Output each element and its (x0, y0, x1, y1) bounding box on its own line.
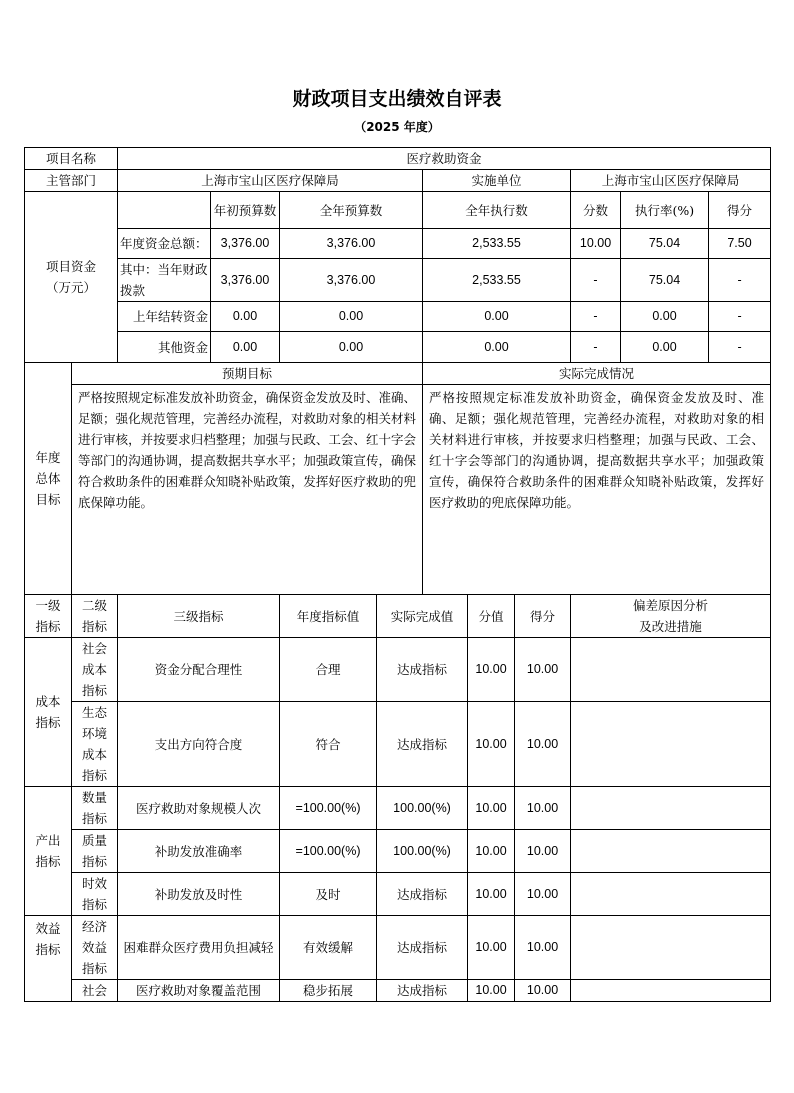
indicator-header-note: 偏差原因分析 及改进措施 (571, 595, 771, 638)
funds-cell: 0.00 (280, 302, 423, 332)
weight-cell: 10.00 (468, 787, 515, 830)
funds-header-1: 年初预算数 (211, 192, 280, 229)
expected-goal-text: 严格按照规定标准发放补助资金，确保资金发放及时、准确、足额；强化规范管理，完善经办流程，对救助对象的相关材料进行审核，并按要求归档整理；加强与民政、工会、红十字会等部门的沟通协调，提高数据共享水平；加强政策宣传，确保符合救助条件的困难群众知晓补贴政策，发挥好医疗救助的兜底保障功能。 (72, 385, 423, 595)
funds-row (25, 259, 771, 302)
indicator-header-level1: 一级 指标 (25, 595, 72, 638)
actual-cell: 达成指标 (377, 702, 468, 787)
funds-cell: 3,376.00 (280, 259, 423, 302)
funds-cell: - (571, 302, 621, 332)
actual-cell: 达成指标 (377, 916, 468, 980)
funds-row (25, 332, 771, 363)
actual-cell: 100.00(%) (377, 787, 468, 830)
funds-cell: 7.50 (709, 229, 771, 259)
evaluation-table (24, 147, 771, 1002)
funds-cell: - (709, 302, 771, 332)
funds-cell: 75.04 (621, 229, 709, 259)
level2-cell: 社会 成本 指标 (72, 638, 118, 702)
indicator-row (25, 702, 771, 787)
note-cell (571, 916, 771, 980)
target-cell: 符合 (280, 702, 377, 787)
target-cell: 及时 (280, 873, 377, 916)
funds-row-name: 其中：当年财政拨款 (118, 259, 211, 302)
funds-cell: 3,376.00 (211, 259, 280, 302)
target-cell: =100.00(%) (280, 787, 377, 830)
note-cell (571, 702, 771, 787)
funds-cell: 0.00 (211, 302, 280, 332)
score-cell: 10.00 (515, 787, 571, 830)
note-cell (571, 873, 771, 916)
funds-cell: - (571, 332, 621, 363)
actual-goal-text: 严格按照规定标准发放补助资金，确保资金发放及时、准确、足额；强化规范管理，完善经办流程，对救助对象的相关材料进行审核，并按要求归档整理；加强与民政、工会、红十字会等部门的沟通协调，提高数据共享水平；加强政策宣传，确保符合救助条件的困难群众知晓补贴政策，发挥好医疗救助的兜底保障功能。 (423, 385, 771, 595)
funds-row-name: 上年结转资金 (118, 302, 211, 332)
actual-cell: 达成指标 (377, 980, 468, 1002)
indicator-row (25, 787, 771, 830)
actual-cell: 达成指标 (377, 873, 468, 916)
indicator-row (25, 873, 771, 916)
level2-cell: 数量 指标 (72, 787, 118, 830)
funds-row (25, 302, 771, 332)
funds-cell: 10.00 (571, 229, 621, 259)
funds-header-5: 执行率(%) (621, 192, 709, 229)
goals-header-row (25, 363, 771, 385)
funds-header-row (25, 192, 771, 229)
weight-cell: 10.00 (468, 980, 515, 1002)
weight-cell: 10.00 (468, 873, 515, 916)
score-cell: 10.00 (515, 638, 571, 702)
level3-cell: 困难群众医疗费用负担减轻 (118, 916, 280, 980)
actual-cell: 达成指标 (377, 638, 468, 702)
score-cell: 10.00 (515, 830, 571, 873)
impl-value: 上海市宝山区医疗保障局 (571, 170, 771, 192)
level2-cell: 时效 指标 (72, 873, 118, 916)
level3-cell: 医疗救助对象覆盖范围 (118, 980, 280, 1002)
score-cell: 10.00 (515, 702, 571, 787)
funds-cell: 0.00 (621, 332, 709, 363)
weight-cell: 10.00 (468, 830, 515, 873)
weight-cell: 10.00 (468, 916, 515, 980)
note-cell (571, 830, 771, 873)
level3-cell: 资金分配合理性 (118, 638, 280, 702)
note-cell (571, 638, 771, 702)
funds-label: 项目资金 （万元） (25, 192, 118, 363)
dept-label: 主管部门 (25, 170, 118, 192)
level3-cell: 医疗救助对象规模人次 (118, 787, 280, 830)
weight-cell: 10.00 (468, 638, 515, 702)
weight-cell: 10.00 (468, 702, 515, 787)
goals-label: 年度 总体 目标 (25, 363, 72, 595)
document-year: （2025 年度） (354, 120, 440, 134)
funds-cell: 2,533.55 (423, 259, 571, 302)
level1-cost: 成本 指标 (25, 638, 72, 787)
indicator-header-weight: 分值 (468, 595, 515, 638)
note-cell (571, 787, 771, 830)
target-cell: 合理 (280, 638, 377, 702)
indicator-header-level2: 二级 指标 (72, 595, 118, 638)
funds-cell: - (709, 259, 771, 302)
level2-cell: 经济 效益 指标 (72, 916, 118, 980)
project-name-value: 医疗救助资金 (118, 148, 771, 170)
score-cell: 10.00 (515, 980, 571, 1002)
funds-header-4: 分数 (571, 192, 621, 229)
funds-cell: 0.00 (621, 302, 709, 332)
funds-row-name: 其他资金 (118, 332, 211, 363)
goals-body-row (25, 385, 771, 595)
level2-cell: 社会 (72, 980, 118, 1002)
indicator-row (25, 638, 771, 702)
funds-header-3: 全年执行数 (423, 192, 571, 229)
funds-cell: 0.00 (211, 332, 280, 363)
indicator-header-actual: 实际完成值 (377, 595, 468, 638)
funds-cell: 75.04 (621, 259, 709, 302)
funds-cell: 0.00 (423, 332, 571, 363)
target-cell: 有效缓解 (280, 916, 377, 980)
level2-cell: 生态 环境 成本 指标 (72, 702, 118, 787)
indicator-header-row (25, 595, 771, 638)
funds-cell: 0.00 (280, 332, 423, 363)
level1-output: 产出 指标 (25, 787, 72, 916)
indicator-header-level3: 三级指标 (118, 595, 280, 638)
level3-cell: 支出方向符合度 (118, 702, 280, 787)
indicator-header-target: 年度指标值 (280, 595, 377, 638)
funds-header-2: 全年预算数 (280, 192, 423, 229)
funds-cell: 0.00 (423, 302, 571, 332)
funds-row (25, 229, 771, 259)
expected-header: 预期目标 (72, 363, 423, 385)
project-name-row (25, 148, 771, 170)
note-cell (571, 980, 771, 1002)
level3-cell: 补助发放及时性 (118, 873, 280, 916)
indicator-row (25, 980, 771, 1002)
project-name-label: 项目名称 (25, 148, 118, 170)
funds-cell: 2,533.55 (423, 229, 571, 259)
funds-cell: - (571, 259, 621, 302)
level2-cell: 质量 指标 (72, 830, 118, 873)
funds-cell: - (709, 332, 771, 363)
funds-row-name: 年度资金总额： (118, 229, 211, 259)
actual-cell: 100.00(%) (377, 830, 468, 873)
funds-cell: 3,376.00 (211, 229, 280, 259)
document-title: 财政项目支出绩效自评表 (292, 88, 502, 110)
funds-header-6: 得分 (709, 192, 771, 229)
actual-header: 实际完成情况 (423, 363, 771, 385)
indicator-header-score: 得分 (515, 595, 571, 638)
target-cell: 稳步拓展 (280, 980, 377, 1002)
level3-cell: 补助发放准确率 (118, 830, 280, 873)
indicator-row (25, 916, 771, 980)
funds-corner (118, 192, 211, 229)
score-cell: 10.00 (515, 873, 571, 916)
level1-benefit: 效益 指标 (25, 916, 72, 1002)
department-row (25, 170, 771, 192)
impl-label: 实施单位 (423, 170, 571, 192)
funds-cell: 3,376.00 (280, 229, 423, 259)
score-cell: 10.00 (515, 916, 571, 980)
target-cell: =100.00(%) (280, 830, 377, 873)
dept-value: 上海市宝山区医疗保障局 (118, 170, 423, 192)
indicator-row (25, 830, 771, 873)
